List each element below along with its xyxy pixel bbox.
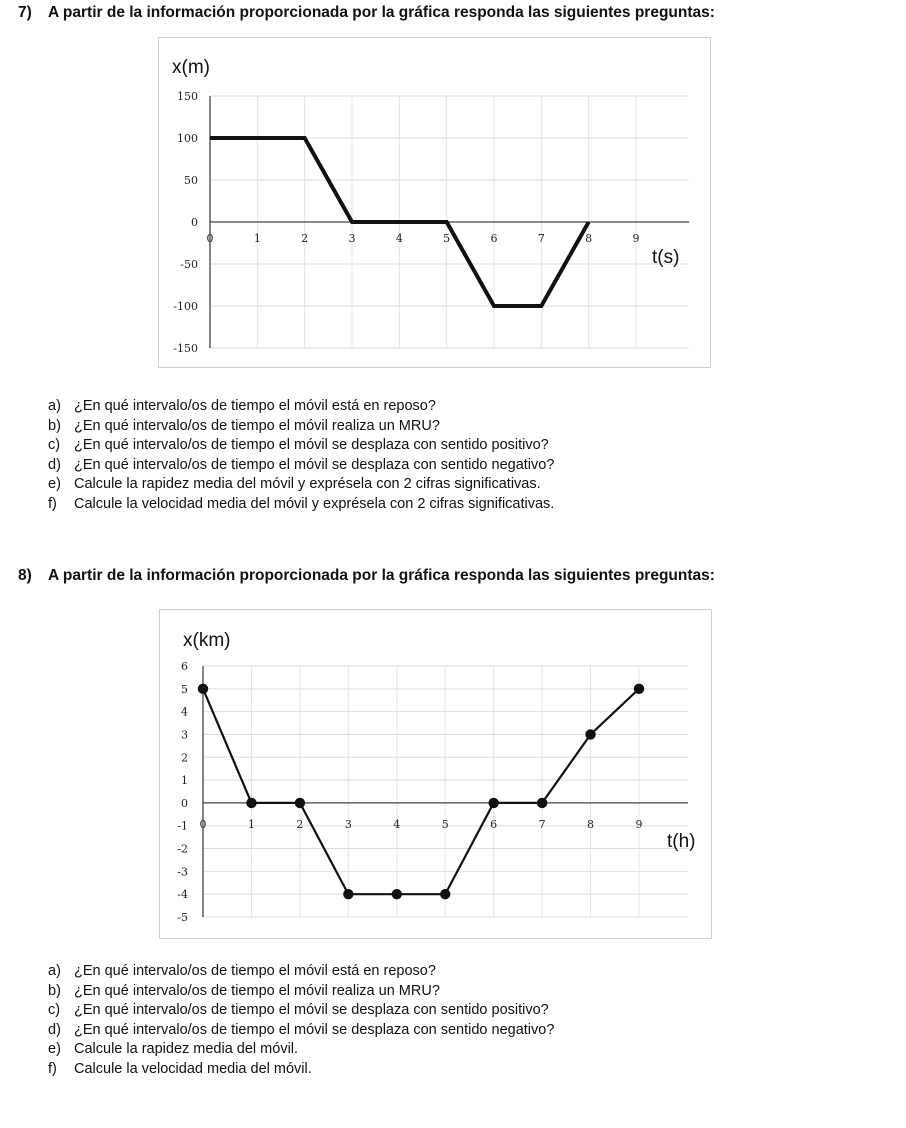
x-tick-label: 5 — [443, 232, 451, 245]
y-tick-label: 50 — [184, 174, 198, 187]
data-point — [634, 684, 644, 694]
question-item: f) Calcule la velocidad media del móvil. — [48, 1060, 312, 1077]
x-tick-label: 1 — [247, 817, 255, 831]
x-tick-label: 0 — [199, 817, 207, 831]
y-tick-label: -2 — [177, 842, 188, 856]
chart-2-position-time-kilometers — [159, 609, 712, 939]
x-tick-label: 8 — [585, 232, 593, 245]
y-tick-label: 0 — [191, 216, 198, 229]
y-tick-label: -150 — [173, 342, 198, 355]
question-item: e) Calcule la rapidez media del móvil y exprésela con 2 cifras significativas. — [48, 476, 541, 492]
problem-8-prompt: A partir de la información proporcionada por la gráfica responda las siguientes preguntas: — [48, 567, 715, 584]
y-tick-label: 3 — [181, 728, 188, 742]
y-tick-label: 150 — [177, 90, 198, 103]
chart-frame — [160, 610, 712, 939]
x-tick-label: 7 — [537, 232, 545, 245]
problem-7-number: 7) — [18, 4, 32, 21]
question-item: c) ¿En qué intervalo/os de tiempo el móvil se desplaza con sentido positivo? — [48, 437, 549, 453]
problem-8-questions — [48, 962, 554, 1079]
x-tick-label: 9 — [632, 232, 640, 245]
data-point — [246, 798, 256, 808]
y-tick-label: -5 — [177, 911, 188, 924]
x-tick-label: 2 — [301, 232, 309, 245]
question-item: a) ¿En qué intervalo/os de tiempo el móvil está en reposo? — [48, 963, 436, 979]
data-point — [440, 889, 450, 899]
data-point — [343, 889, 353, 899]
x-axis-title: t(h) — [667, 831, 696, 852]
y-tick-label: 2 — [181, 751, 188, 765]
question-item: f) Calcule la velocidad media del móvil y exprésela con 2 cifras significativas. — [48, 495, 555, 512]
x-tick-label: 2 — [296, 817, 304, 831]
y-tick-label: -4 — [177, 888, 188, 902]
x-tick-label: 6 — [490, 232, 498, 245]
x-tick-label: 7 — [538, 817, 546, 831]
question-item: b) ¿En qué intervalo/os de tiempo el móvil realiza un MRU? — [48, 982, 440, 999]
y-tick-label: 4 — [181, 705, 188, 719]
problem-7-questions — [48, 397, 554, 514]
y-tick-label: -3 — [177, 865, 188, 879]
chart-frame — [159, 38, 711, 368]
y-tick-label: 6 — [181, 660, 188, 673]
problem-8-number: 8) — [18, 567, 32, 584]
data-point — [392, 889, 402, 899]
question-item: c) ¿En qué intervalo/os de tiempo el móvil se desplaza con sentido positivo? — [48, 1002, 549, 1018]
y-axis-title: x(km) — [183, 630, 231, 651]
x-tick-label: 3 — [348, 232, 356, 245]
x-tick-label: 1 — [253, 232, 261, 245]
question-item: b) ¿En qué intervalo/os de tiempo el móvil realiza un MRU? — [48, 417, 440, 434]
data-point — [585, 729, 595, 739]
x-tick-label: 0 — [206, 232, 214, 245]
question-item: a) ¿En qué intervalo/os de tiempo el móvil está en reposo? — [48, 398, 436, 414]
y-tick-label: 5 — [181, 682, 188, 696]
x-tick-label: 9 — [635, 817, 643, 831]
x-tick-label: 4 — [395, 232, 403, 245]
y-tick-label: -1 — [177, 819, 188, 833]
data-point — [198, 684, 208, 694]
problem-7-heading — [18, 4, 715, 22]
x-tick-label: 6 — [490, 817, 498, 831]
y-tick-label: -100 — [173, 300, 198, 313]
x-tick-label: 4 — [393, 817, 401, 831]
chart-1-position-time-meters — [158, 37, 711, 368]
question-item: e) Calcule la rapidez media del móvil. — [48, 1041, 299, 1057]
y-tick-label: 100 — [177, 132, 198, 145]
question-item: d) ¿En qué intervalo/os de tiempo el móvil se desplaza con sentido negativo? — [48, 456, 555, 473]
data-point — [295, 798, 305, 808]
data-point — [537, 798, 547, 808]
y-axis-title: x(m) — [172, 57, 210, 78]
problem-7-prompt: A partir de la información proporcionada por la gráfica responda las siguientes preguntas: — [48, 4, 715, 21]
x-axis-title: t(s) — [652, 247, 680, 268]
y-tick-label: 0 — [181, 796, 188, 810]
problem-8-heading — [18, 567, 715, 585]
y-tick-label: 1 — [181, 774, 188, 788]
data-point — [488, 798, 498, 808]
question-item: d) ¿En qué intervalo/os de tiempo el móvil se desplaza con sentido negativo? — [48, 1021, 555, 1038]
x-tick-label: 8 — [587, 817, 595, 831]
x-tick-label: 3 — [344, 817, 352, 831]
y-tick-label: -50 — [180, 258, 198, 271]
x-tick-label: 5 — [441, 817, 449, 831]
